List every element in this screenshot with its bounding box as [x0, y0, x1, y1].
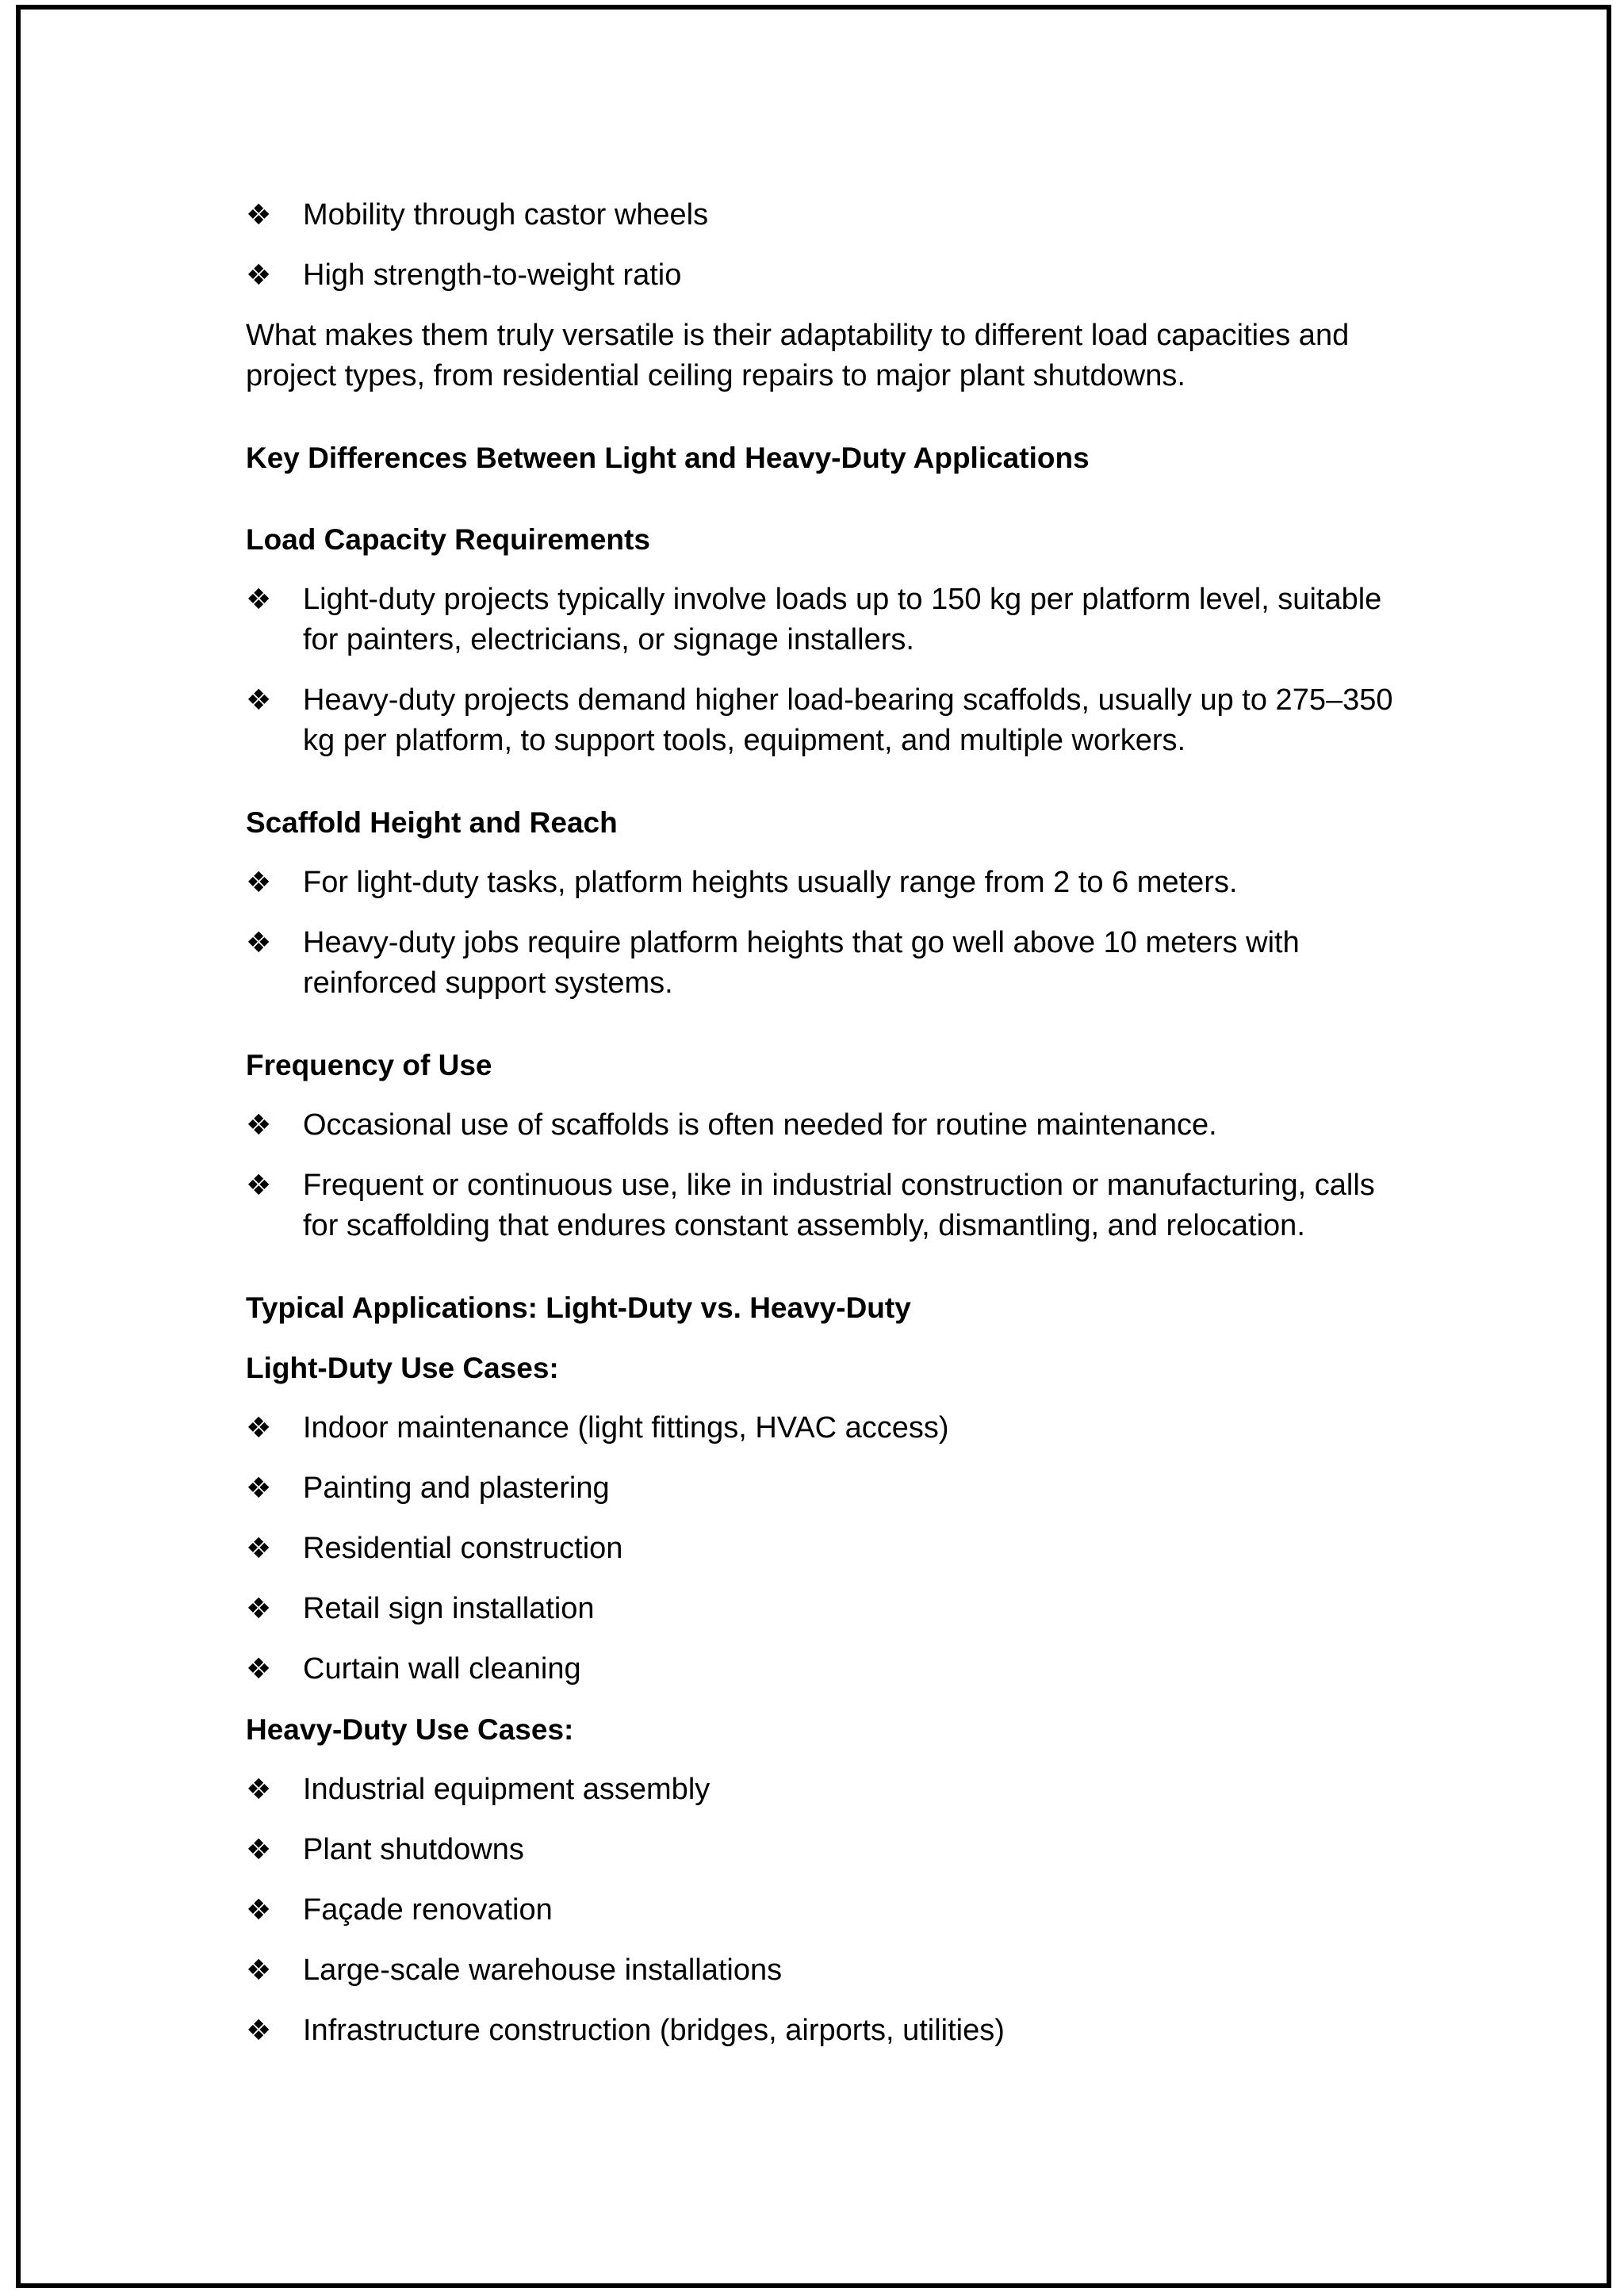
list-item-text: Indoor maintenance (light fittings, HVAC access): [303, 1411, 949, 1445]
diamond-bullet-icon: ❖: [246, 1533, 272, 1565]
list-item: [246, 1950, 1404, 1991]
list-item-text: Occasional use of scaffolds is often needed for routine maintenance.: [303, 1108, 1217, 1142]
diamond-bullet-icon: ❖: [246, 1472, 272, 1505]
list-item-text: Industrial equipment assembly: [303, 1773, 710, 1806]
list-item-text: Residential construction: [303, 1532, 623, 1565]
list-item: [246, 923, 1404, 1004]
diamond-bullet-icon: ❖: [246, 1653, 272, 1686]
list-item: [246, 1165, 1404, 1246]
typical-applications-heading: Typical Applications: Light-Duty vs. Heavy-Duty: [246, 1292, 911, 1324]
frequency-heading: Frequency of Use: [246, 1049, 492, 1081]
list-item: [246, 2011, 1404, 2051]
list-item: [246, 1770, 1404, 1810]
list-item: [246, 1408, 1404, 1448]
list-item: [246, 1589, 1404, 1629]
diamond-bullet-icon: ❖: [246, 584, 272, 616]
list-item: [246, 1105, 1404, 1146]
list-item-text: Large-scale warehouse installations: [303, 1954, 783, 1987]
key-differences-heading: Key Differences Between Light and Heavy-Duty Applications: [246, 442, 1090, 474]
list-item-text: Heavy-duty jobs require platform heights that go well above 10 meters with reinforced support systems.: [303, 926, 1300, 1000]
list-item: [246, 255, 1404, 296]
light-duty-heading: Light-Duty Use Cases:: [246, 1352, 559, 1384]
list-item-text: Curtain wall cleaning: [303, 1652, 581, 1686]
list-item: [246, 863, 1404, 903]
diamond-bullet-icon: ❖: [246, 1834, 272, 1866]
diamond-bullet-icon: ❖: [246, 927, 272, 959]
heavy-duty-heading: Heavy-Duty Use Cases:: [246, 1713, 574, 1746]
list-item-text: Retail sign installation: [303, 1592, 595, 1625]
list-item-text: Light-duty projects typically involve loads up to 150 kg per platform level, suitable for painters, electricians, or signage installers.: [303, 583, 1382, 656]
list-item: [246, 1830, 1404, 1870]
list-item: [246, 1529, 1404, 1569]
list-item-text: For light-duty tasks, platform heights usually range from 2 to 6 meters.: [303, 866, 1238, 899]
list-item-text: Heavy-duty projects demand higher load-bearing scaffolds, usually up to 275–350 kg per platform, to support tools, equipment, and multiple workers.: [303, 683, 1393, 757]
list-item-text: Plant shutdowns: [303, 1833, 524, 1866]
diamond-bullet-icon: ❖: [246, 1774, 272, 1806]
list-item-text: Façade renovation: [303, 1893, 553, 1927]
load-capacity-heading: Load Capacity Requirements: [246, 523, 650, 556]
list-item-text: High strength-to-weight ratio: [303, 258, 682, 292]
list-item: [246, 680, 1404, 761]
list-item: [246, 1890, 1404, 1931]
diamond-bullet-icon: ❖: [246, 259, 272, 292]
list-item: [246, 580, 1404, 660]
height-reach-heading: Scaffold Height and Reach: [246, 806, 618, 839]
list-item: [246, 195, 1404, 235]
list-item-text: Frequent or continuous use, like in industrial construction or manufacturing, calls for scaffolding that endures constant assembly, dismantling, and relocation.: [303, 1169, 1375, 1242]
document-content: [246, 195, 1404, 2071]
diamond-bullet-icon: ❖: [246, 684, 272, 717]
diamond-bullet-icon: ❖: [246, 1109, 272, 1142]
list-item-text: Mobility through castor wheels: [303, 198, 709, 232]
intro-paragraph: What makes them truly versatile is their adaptability to different load capacities and project types, from residential ceiling repairs to major plant shutdowns.: [246, 319, 1350, 392]
list-item: [246, 1468, 1404, 1509]
diamond-bullet-icon: ❖: [246, 1593, 272, 1625]
diamond-bullet-icon: ❖: [246, 1954, 272, 1987]
diamond-bullet-icon: ❖: [246, 1412, 272, 1445]
list-item: [246, 1649, 1404, 1689]
diamond-bullet-icon: ❖: [246, 1894, 272, 1927]
diamond-bullet-icon: ❖: [246, 199, 272, 232]
list-item-text: Infrastructure construction (bridges, airports, utilities): [303, 2014, 1005, 2047]
diamond-bullet-icon: ❖: [246, 867, 272, 899]
diamond-bullet-icon: ❖: [246, 1169, 272, 1202]
diamond-bullet-icon: ❖: [246, 2015, 272, 2047]
list-item-text: Painting and plastering: [303, 1471, 610, 1505]
